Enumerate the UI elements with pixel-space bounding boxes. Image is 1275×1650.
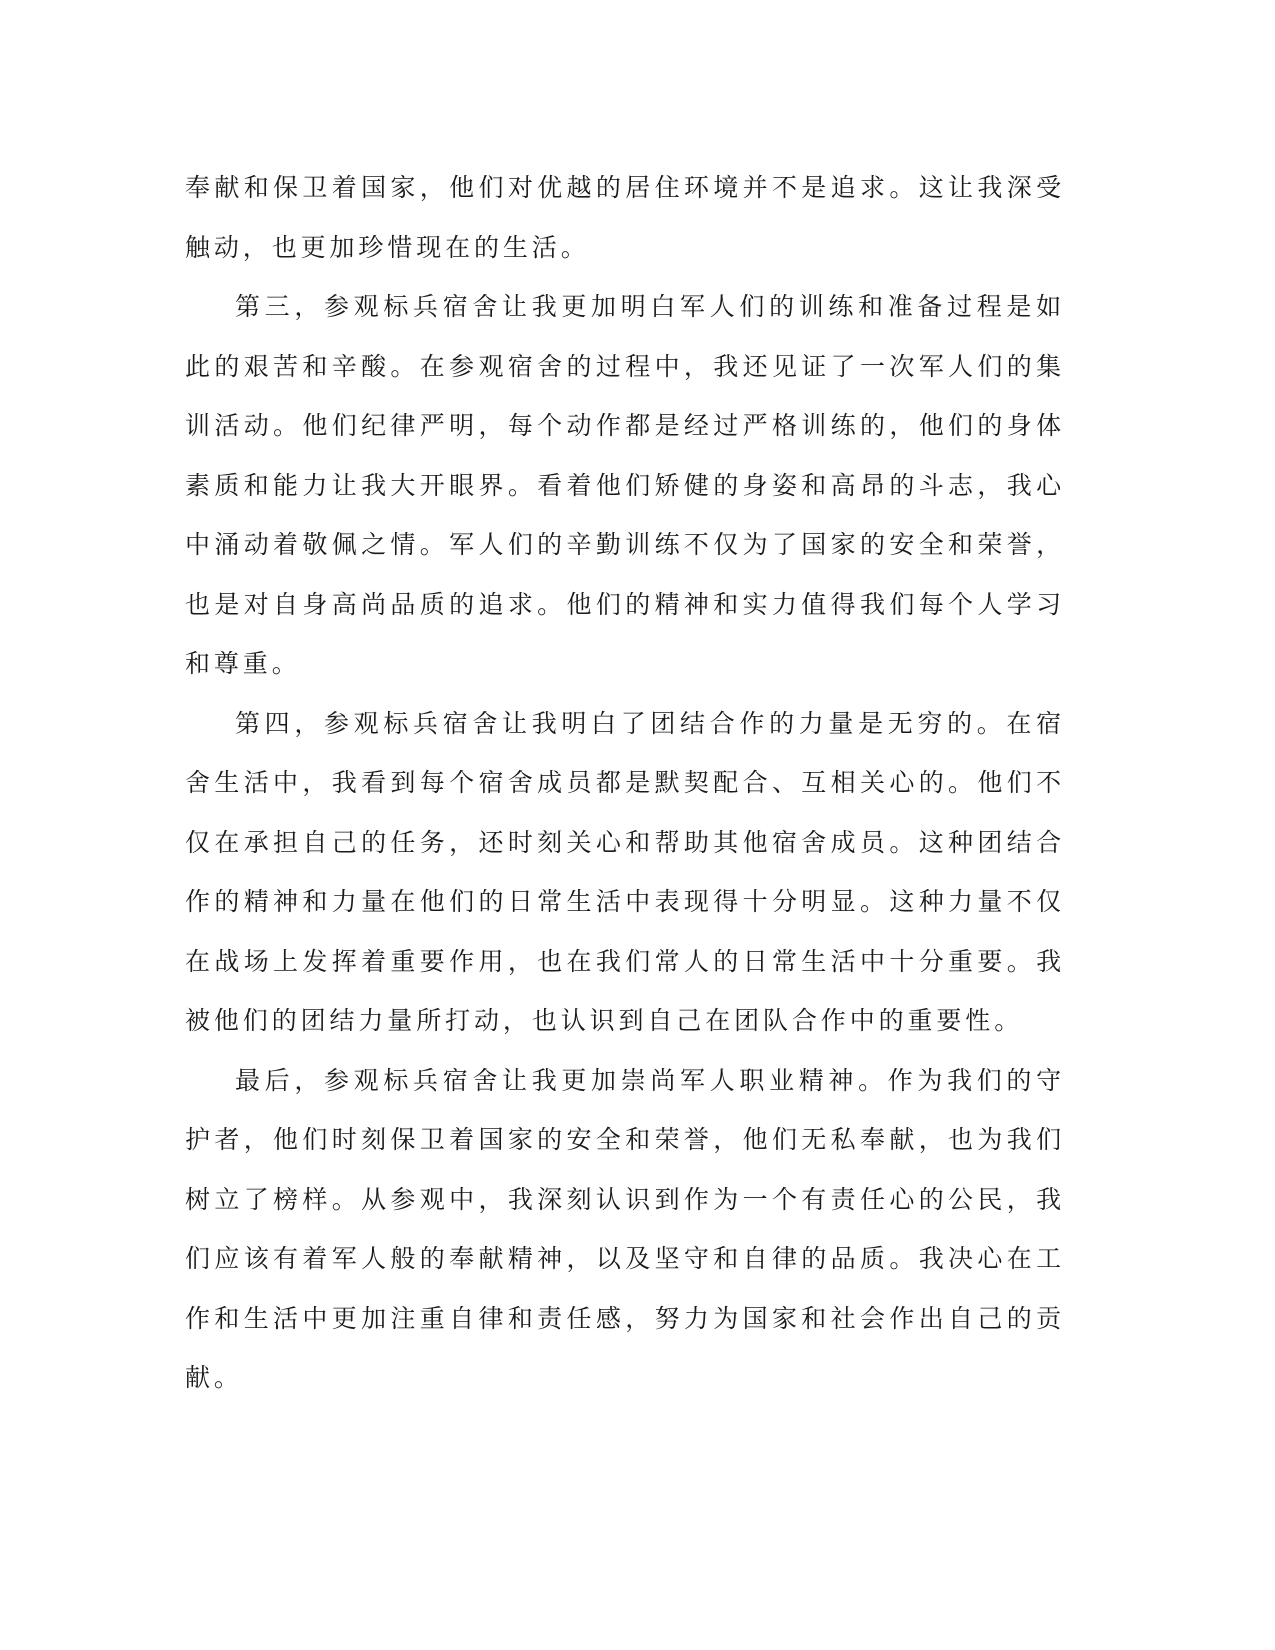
document-body	[185, 158, 1065, 1408]
paragraph-continuation: 奉献和保卫着国家，他们对优越的居住环境并不是追求。这让我深受触动，也更加珍惜现在的生活。	[185, 173, 1065, 262]
paragraph-conclusion: 最后，参观标兵宿舍让我更加崇尚军人职业精神。作为我们的守护者，他们时刻保卫着国家的安全和荣誉，他们无私奉献，也为我们树立了榜样。从参观中，我深刻认识到作为一个有责任心的公民，我们应该有着军人般的奉献精神，以及坚守和自律的品质。我决心在工作和生活中更加注重自律和责任感，努力为国家和社会作出自己的贡献。	[185, 1065, 1065, 1392]
paragraph-fourth-point: 第四，参观标兵宿舍让我明白了团结合作的力量是无穷的。在宿舍生活中，我看到每个宿舍成员都是默契配合、互相关心的。他们不仅在承担自己的任务，还时刻关心和帮助其他宿舍成员。这种团结合作的精神和力量在他们的日常生活中表现得十分明显。这种力量不仅在战场上发挥着重要作用，也在我们常人的日常生活中十分重要。我被他们的团结力量所打动，也认识到自己在团队合作中的重要性。	[185, 708, 1065, 1035]
paragraph-third-point: 第三，参观标兵宿舍让我更加明白军人们的训练和准备过程是如此的艰苦和辛酸。在参观宿舍的过程中，我还见证了一次军人们的集训活动。他们纪律严明，每个动作都是经过严格训练的，他们的身体素质和能力让我大开眼界。看着他们矫健的身姿和高昂的斗志，我心中涌动着敬佩之情。军人们的辛勤训练不仅为了国家的安全和荣誉，也是对自身高尚品质的追求。他们的精神和实力值得我们每个人学习和尊重。	[185, 292, 1065, 678]
